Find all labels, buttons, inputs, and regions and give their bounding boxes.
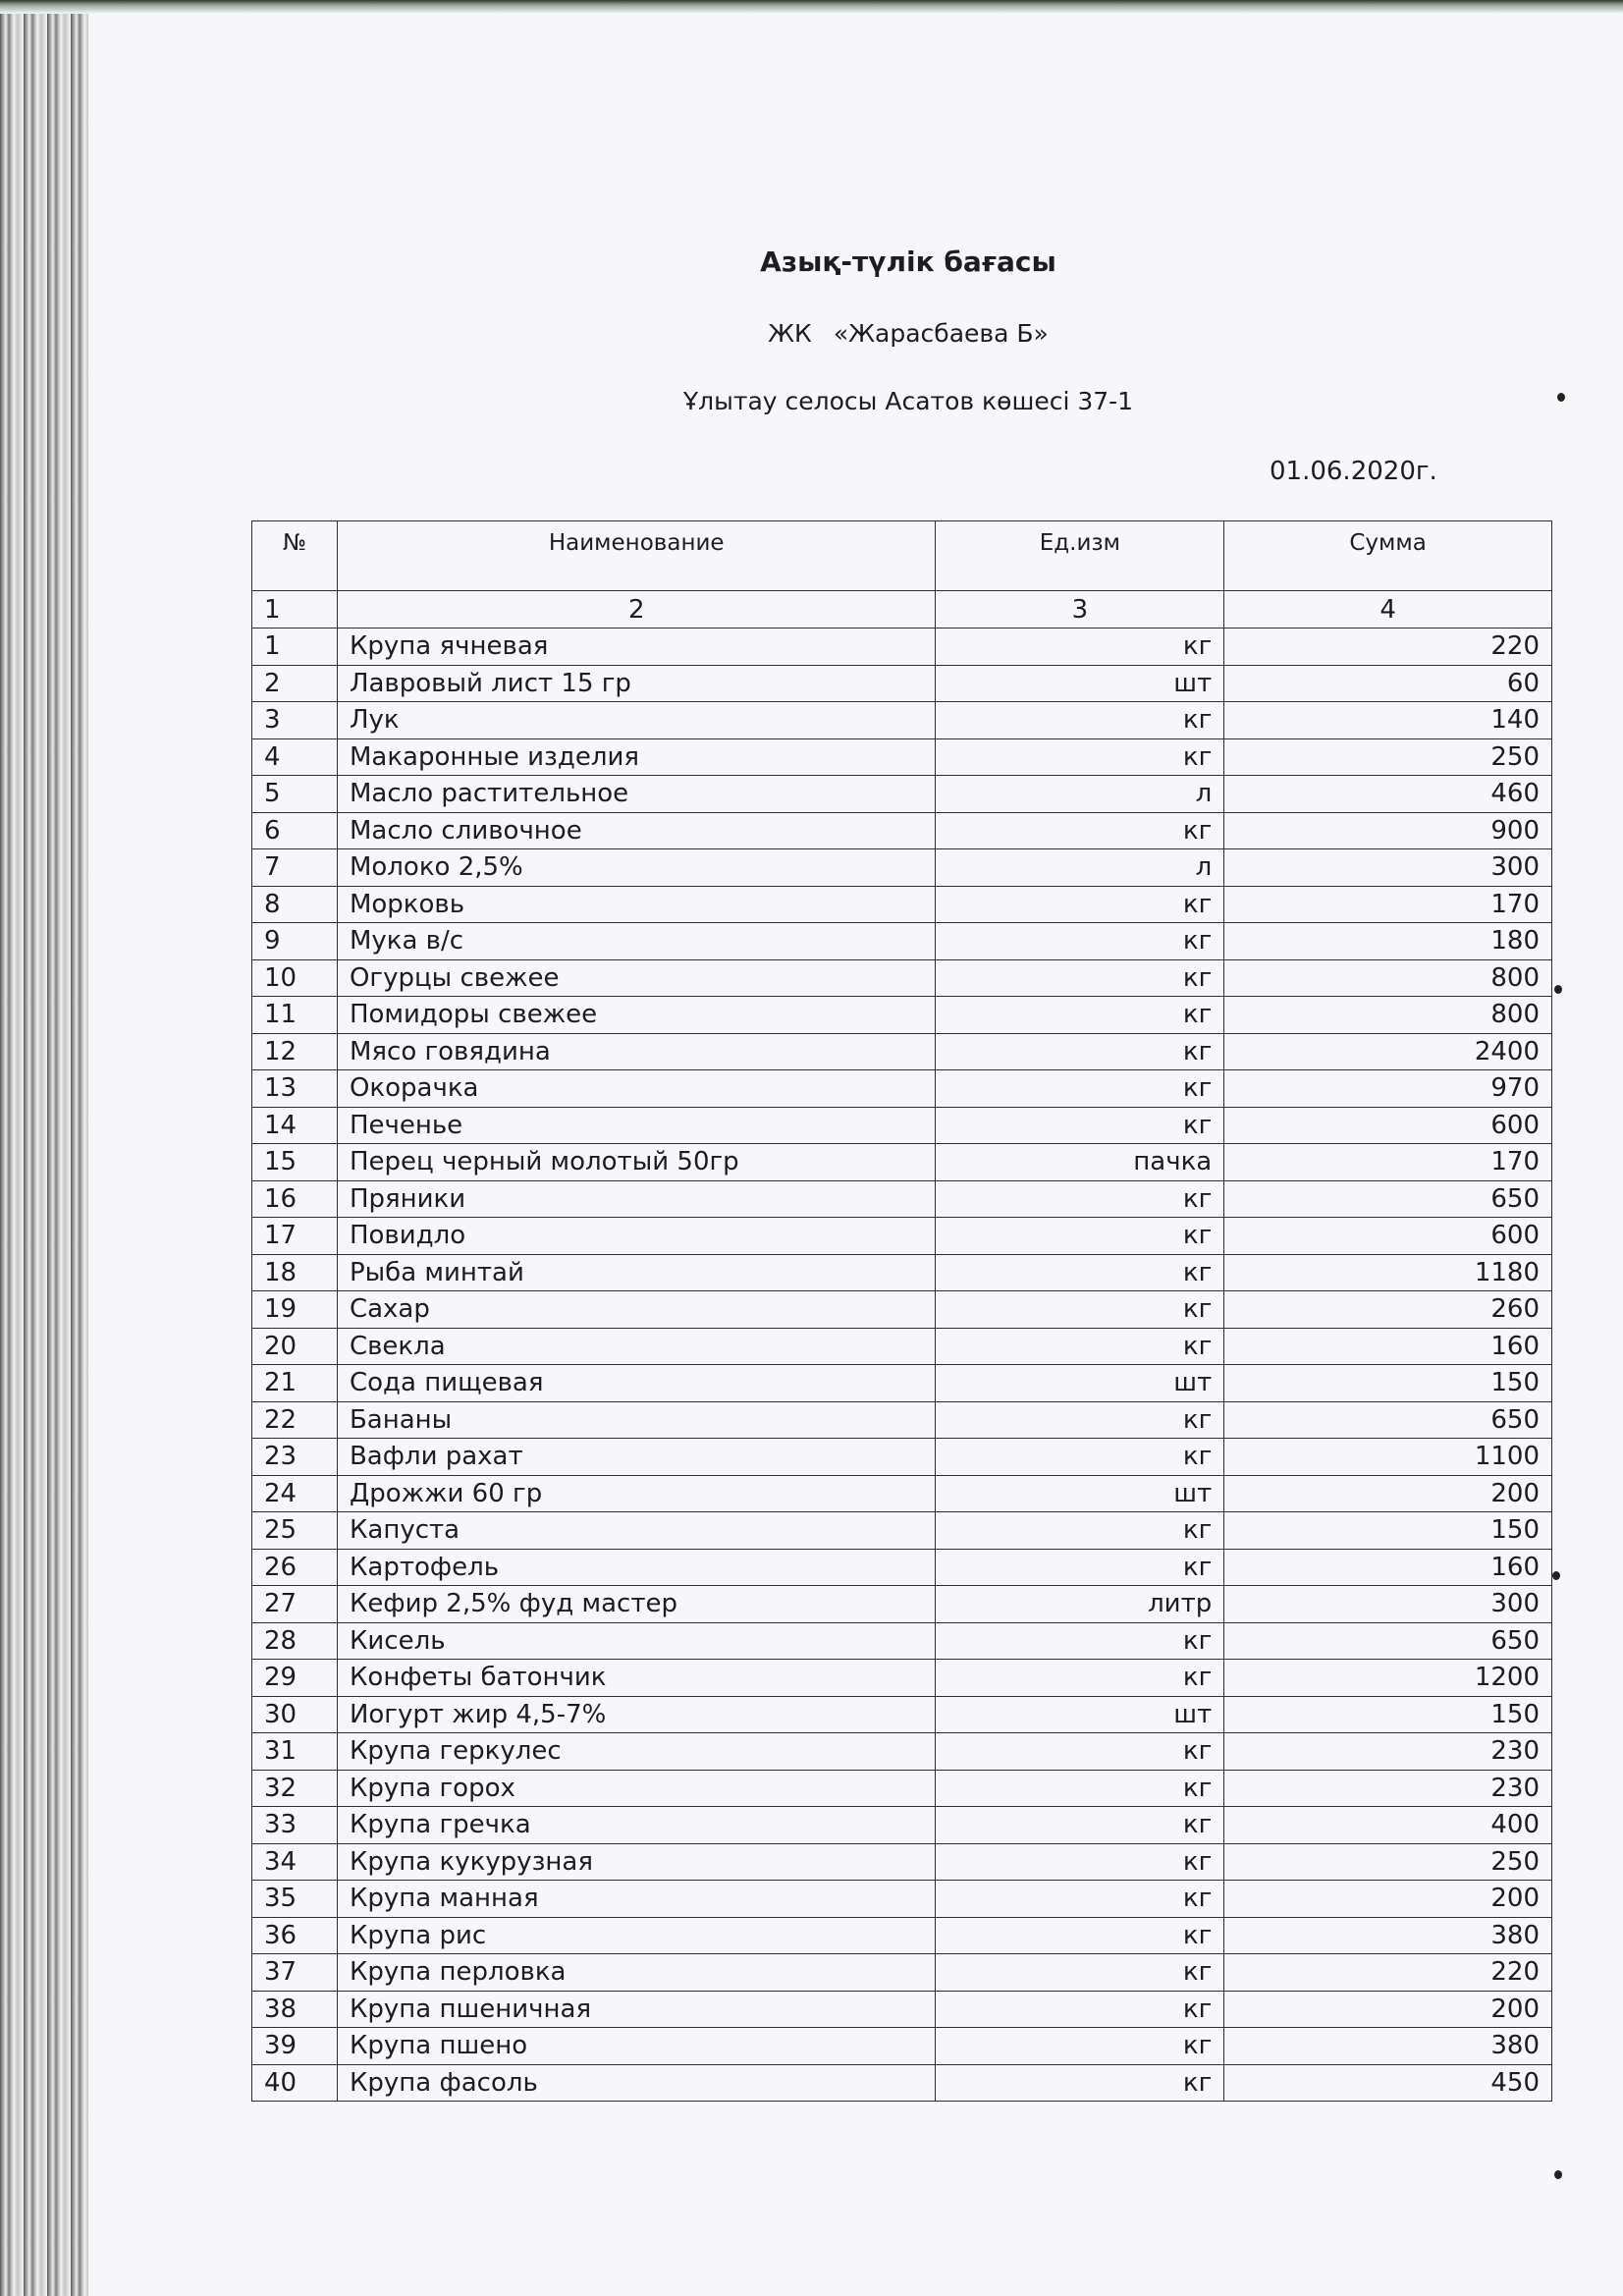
item-unit: л	[936, 776, 1224, 813]
item-unit: кг	[936, 1549, 1224, 1586]
item-name: Помидоры свежее	[337, 997, 936, 1034]
table-row	[252, 1475, 1552, 1512]
row-number: 12	[252, 1033, 338, 1070]
table-row	[252, 1770, 1552, 1807]
item-name: Рыба минтай	[337, 1254, 936, 1291]
item-name: Кисель	[337, 1622, 936, 1660]
table-row	[252, 738, 1552, 776]
table-row	[252, 1291, 1552, 1329]
item-unit: л	[936, 849, 1224, 887]
item-unit: кг	[936, 997, 1224, 1034]
table-row	[252, 1549, 1552, 1586]
table-row	[252, 1254, 1552, 1291]
table-row	[252, 1218, 1552, 1255]
table-row	[252, 1070, 1552, 1108]
item-sum: 380	[1224, 2028, 1552, 2065]
item-unit: кг	[936, 886, 1224, 923]
row-number: 38	[252, 1991, 338, 2028]
header-unit: Ед.изм	[936, 521, 1224, 591]
table-row	[252, 776, 1552, 813]
item-sum: 1200	[1224, 1660, 1552, 1697]
table-row	[252, 1622, 1552, 1660]
item-name: Перец черный молотый 50гр	[337, 1144, 936, 1181]
item-unit: кг	[936, 1218, 1224, 1255]
table-row	[252, 1807, 1552, 1844]
item-sum: 250	[1224, 738, 1552, 776]
item-unit: пачка	[936, 1144, 1224, 1181]
item-name: Иогурт жир 4,5-7%	[337, 1696, 936, 1733]
item-unit: кг	[936, 738, 1224, 776]
item-unit: кг	[936, 1881, 1224, 1918]
row-number: 20	[252, 1328, 338, 1365]
item-sum: 200	[1224, 1991, 1552, 2028]
item-unit: кг	[936, 923, 1224, 960]
price-table	[251, 520, 1552, 2102]
row-number: 35	[252, 1881, 338, 1918]
item-sum: 150	[1224, 1365, 1552, 1402]
item-unit: кг	[936, 1328, 1224, 1365]
item-sum: 150	[1224, 1512, 1552, 1550]
row-number: 6	[252, 812, 338, 849]
item-name: Повидло	[337, 1218, 936, 1255]
document-date: 01.06.2020г.	[1270, 457, 1437, 486]
item-unit: кг	[936, 1439, 1224, 1476]
item-name: Свекла	[337, 1328, 936, 1365]
item-unit: кг	[936, 1512, 1224, 1550]
item-sum: 1100	[1224, 1439, 1552, 1476]
item-sum: 450	[1224, 2064, 1552, 2102]
item-name: Лавровый лист 15 гр	[337, 665, 936, 702]
table-row	[252, 1512, 1552, 1550]
column-number-1: 1	[252, 591, 338, 629]
item-sum: 800	[1224, 997, 1552, 1034]
table-row	[252, 1033, 1552, 1070]
row-number: 14	[252, 1107, 338, 1144]
item-sum: 650	[1224, 1401, 1552, 1439]
item-unit: шт	[936, 1365, 1224, 1402]
item-sum: 230	[1224, 1733, 1552, 1771]
item-sum: 460	[1224, 776, 1552, 813]
item-name: Молоко 2,5%	[337, 849, 936, 887]
item-sum: 650	[1224, 1622, 1552, 1660]
item-sum: 650	[1224, 1180, 1552, 1218]
item-sum: 970	[1224, 1070, 1552, 1108]
item-name: Крупа фасоль	[337, 2064, 936, 2102]
row-number: 26	[252, 1549, 338, 1586]
item-sum: 1180	[1224, 1254, 1552, 1291]
table-header-row	[252, 521, 1552, 591]
header-sum: Сумма	[1224, 521, 1552, 591]
row-number: 29	[252, 1660, 338, 1697]
table-row	[252, 923, 1552, 960]
item-sum: 140	[1224, 702, 1552, 739]
item-sum: 250	[1224, 1843, 1552, 1881]
row-number: 18	[252, 1254, 338, 1291]
item-name: Мясо говядина	[337, 1033, 936, 1070]
table-row	[252, 1365, 1552, 1402]
item-sum: 300	[1224, 1586, 1552, 1623]
table-row	[252, 1696, 1552, 1733]
row-number: 9	[252, 923, 338, 960]
item-unit: кг	[936, 702, 1224, 739]
item-name: Лук	[337, 702, 936, 739]
item-unit: кг	[936, 1401, 1224, 1439]
item-name: Конфеты батончик	[337, 1660, 936, 1697]
row-number: 34	[252, 1843, 338, 1881]
row-number: 31	[252, 1733, 338, 1771]
scan-top-artifact	[0, 0, 1623, 14]
item-unit: кг	[936, 1991, 1224, 2028]
table-row	[252, 1144, 1552, 1181]
table-row	[252, 1991, 1552, 2028]
item-unit: кг	[936, 629, 1224, 666]
item-unit: кг	[936, 1180, 1224, 1218]
item-sum: 60	[1224, 665, 1552, 702]
row-number: 32	[252, 1770, 338, 1807]
item-unit: кг	[936, 1660, 1224, 1697]
item-sum: 200	[1224, 1881, 1552, 1918]
item-name: Пряники	[337, 1180, 936, 1218]
item-sum: 170	[1224, 1144, 1552, 1181]
item-name: Морковь	[337, 886, 936, 923]
row-number: 24	[252, 1475, 338, 1512]
item-sum: 160	[1224, 1549, 1552, 1586]
table-row	[252, 997, 1552, 1034]
row-number: 4	[252, 738, 338, 776]
table-row	[252, 2064, 1552, 2102]
table-row	[252, 1917, 1552, 1954]
item-sum: 150	[1224, 1696, 1552, 1733]
header-name: Наименование	[337, 521, 936, 591]
item-name: Крупа гречка	[337, 1807, 936, 1844]
table-row	[252, 629, 1552, 666]
item-sum: 220	[1224, 1954, 1552, 1992]
item-sum: 300	[1224, 849, 1552, 887]
item-name: Крупа пшено	[337, 2028, 936, 2065]
item-sum: 220	[1224, 629, 1552, 666]
item-name: Крупа ячневая	[337, 629, 936, 666]
item-sum: 600	[1224, 1107, 1552, 1144]
table-row	[252, 702, 1552, 739]
table-row	[252, 1733, 1552, 1771]
row-number: 36	[252, 1917, 338, 1954]
item-name: Крупа пшеничная	[337, 1991, 936, 2028]
item-sum: 170	[1224, 886, 1552, 923]
item-name: Капуста	[337, 1512, 936, 1550]
scan-speck	[1554, 985, 1562, 994]
table-row	[252, 1180, 1552, 1218]
item-unit: литр	[936, 1586, 1224, 1623]
item-name: Кефир 2,5% фуд мастер	[337, 1586, 936, 1623]
item-sum: 160	[1224, 1328, 1552, 1365]
row-number: 22	[252, 1401, 338, 1439]
item-sum: 400	[1224, 1807, 1552, 1844]
item-name: Крупа перловка	[337, 1954, 936, 1992]
table-row	[252, 812, 1552, 849]
table-row	[252, 1107, 1552, 1144]
item-sum: 2400	[1224, 1033, 1552, 1070]
row-number: 39	[252, 2028, 338, 2065]
item-sum: 800	[1224, 959, 1552, 997]
item-unit: кг	[936, 1843, 1224, 1881]
item-unit: кг	[936, 1070, 1224, 1108]
item-name: Вафли рахат	[337, 1439, 936, 1476]
item-name: Печенье	[337, 1107, 936, 1144]
item-name: Масло растительное	[337, 776, 936, 813]
item-unit: кг	[936, 2028, 1224, 2065]
table-row	[252, 1439, 1552, 1476]
table-row	[252, 1586, 1552, 1623]
row-number: 33	[252, 1807, 338, 1844]
scan-speck	[1554, 2170, 1562, 2179]
item-unit: кг	[936, 959, 1224, 997]
table-row	[252, 1843, 1552, 1881]
row-number: 19	[252, 1291, 338, 1329]
address-line: Ұлытау селосы Асатов көшесі 37-1	[682, 387, 1134, 415]
table-row	[252, 886, 1552, 923]
item-name: Сода пищевая	[337, 1365, 936, 1402]
item-sum: 230	[1224, 1770, 1552, 1807]
header-number: №	[252, 521, 338, 591]
item-name: Сахар	[337, 1291, 936, 1329]
table-row	[252, 1401, 1552, 1439]
org-prefix: ЖК	[768, 319, 812, 348]
table-row	[252, 1660, 1552, 1697]
item-unit: шт	[936, 1696, 1224, 1733]
table-row	[252, 1881, 1552, 1918]
item-unit: кг	[936, 1033, 1224, 1070]
item-name: Макаронные изделия	[337, 738, 936, 776]
item-name: Окорачка	[337, 1070, 936, 1108]
row-number: 40	[252, 2064, 338, 2102]
row-number: 13	[252, 1070, 338, 1108]
item-sum: 180	[1224, 923, 1552, 960]
item-name: Картофель	[337, 1549, 936, 1586]
item-name: Мука в/с	[337, 923, 936, 960]
item-name: Крупа манная	[337, 1881, 936, 1918]
table-row	[252, 849, 1552, 887]
item-unit: кг	[936, 1622, 1224, 1660]
item-name: Огурцы свежее	[337, 959, 936, 997]
row-number: 28	[252, 1622, 338, 1660]
table-row	[252, 1328, 1552, 1365]
row-number: 2	[252, 665, 338, 702]
item-name: Крупа кукурузная	[337, 1843, 936, 1881]
column-number-4: 4	[1224, 591, 1552, 629]
item-sum: 900	[1224, 812, 1552, 849]
item-unit: кг	[936, 1770, 1224, 1807]
column-number-3: 3	[936, 591, 1224, 629]
item-name: Крупа горох	[337, 1770, 936, 1807]
item-unit: шт	[936, 665, 1224, 702]
row-number: 27	[252, 1586, 338, 1623]
item-sum: 600	[1224, 1218, 1552, 1255]
item-sum: 260	[1224, 1291, 1552, 1329]
row-number: 25	[252, 1512, 338, 1550]
row-number: 17	[252, 1218, 338, 1255]
row-number: 5	[252, 776, 338, 813]
item-name: Крупа рис	[337, 1917, 936, 1954]
item-name: Дрожжи 60 гр	[337, 1475, 936, 1512]
item-sum: 380	[1224, 1917, 1552, 1954]
item-unit: кг	[936, 1254, 1224, 1291]
item-unit: кг	[936, 1917, 1224, 1954]
row-number: 30	[252, 1696, 338, 1733]
table-row	[252, 2028, 1552, 2065]
table-body	[252, 629, 1552, 2102]
item-name: Крупа геркулес	[337, 1733, 936, 1771]
table-row	[252, 959, 1552, 997]
row-number: 23	[252, 1439, 338, 1476]
item-sum: 200	[1224, 1475, 1552, 1512]
organization-line	[0, 319, 1623, 348]
row-number: 11	[252, 997, 338, 1034]
table-row	[252, 665, 1552, 702]
item-name: Бананы	[337, 1401, 936, 1439]
item-unit: кг	[936, 1733, 1224, 1771]
row-number: 7	[252, 849, 338, 887]
item-unit: кг	[936, 812, 1224, 849]
row-number: 15	[252, 1144, 338, 1181]
row-number: 8	[252, 886, 338, 923]
item-unit: кг	[936, 1291, 1224, 1329]
item-unit: кг	[936, 1807, 1224, 1844]
row-number: 37	[252, 1954, 338, 1992]
column-number-row	[252, 591, 1552, 629]
item-unit: шт	[936, 1475, 1224, 1512]
column-number-2: 2	[337, 591, 936, 629]
item-unit: кг	[936, 1107, 1224, 1144]
scan-speck	[1552, 1571, 1560, 1580]
table-row	[252, 1954, 1552, 1992]
row-number: 21	[252, 1365, 338, 1402]
row-number: 3	[252, 702, 338, 739]
row-number: 10	[252, 959, 338, 997]
scan-speck	[1557, 393, 1565, 402]
item-unit: кг	[936, 1954, 1224, 1992]
row-number: 1	[252, 629, 338, 666]
item-unit: кг	[936, 2064, 1224, 2102]
item-name: Масло сливочное	[337, 812, 936, 849]
row-number: 16	[252, 1180, 338, 1218]
org-name: «Жарасбаева Б»	[833, 319, 1049, 348]
document-title: Азық-түлік бағасы	[760, 246, 1056, 278]
